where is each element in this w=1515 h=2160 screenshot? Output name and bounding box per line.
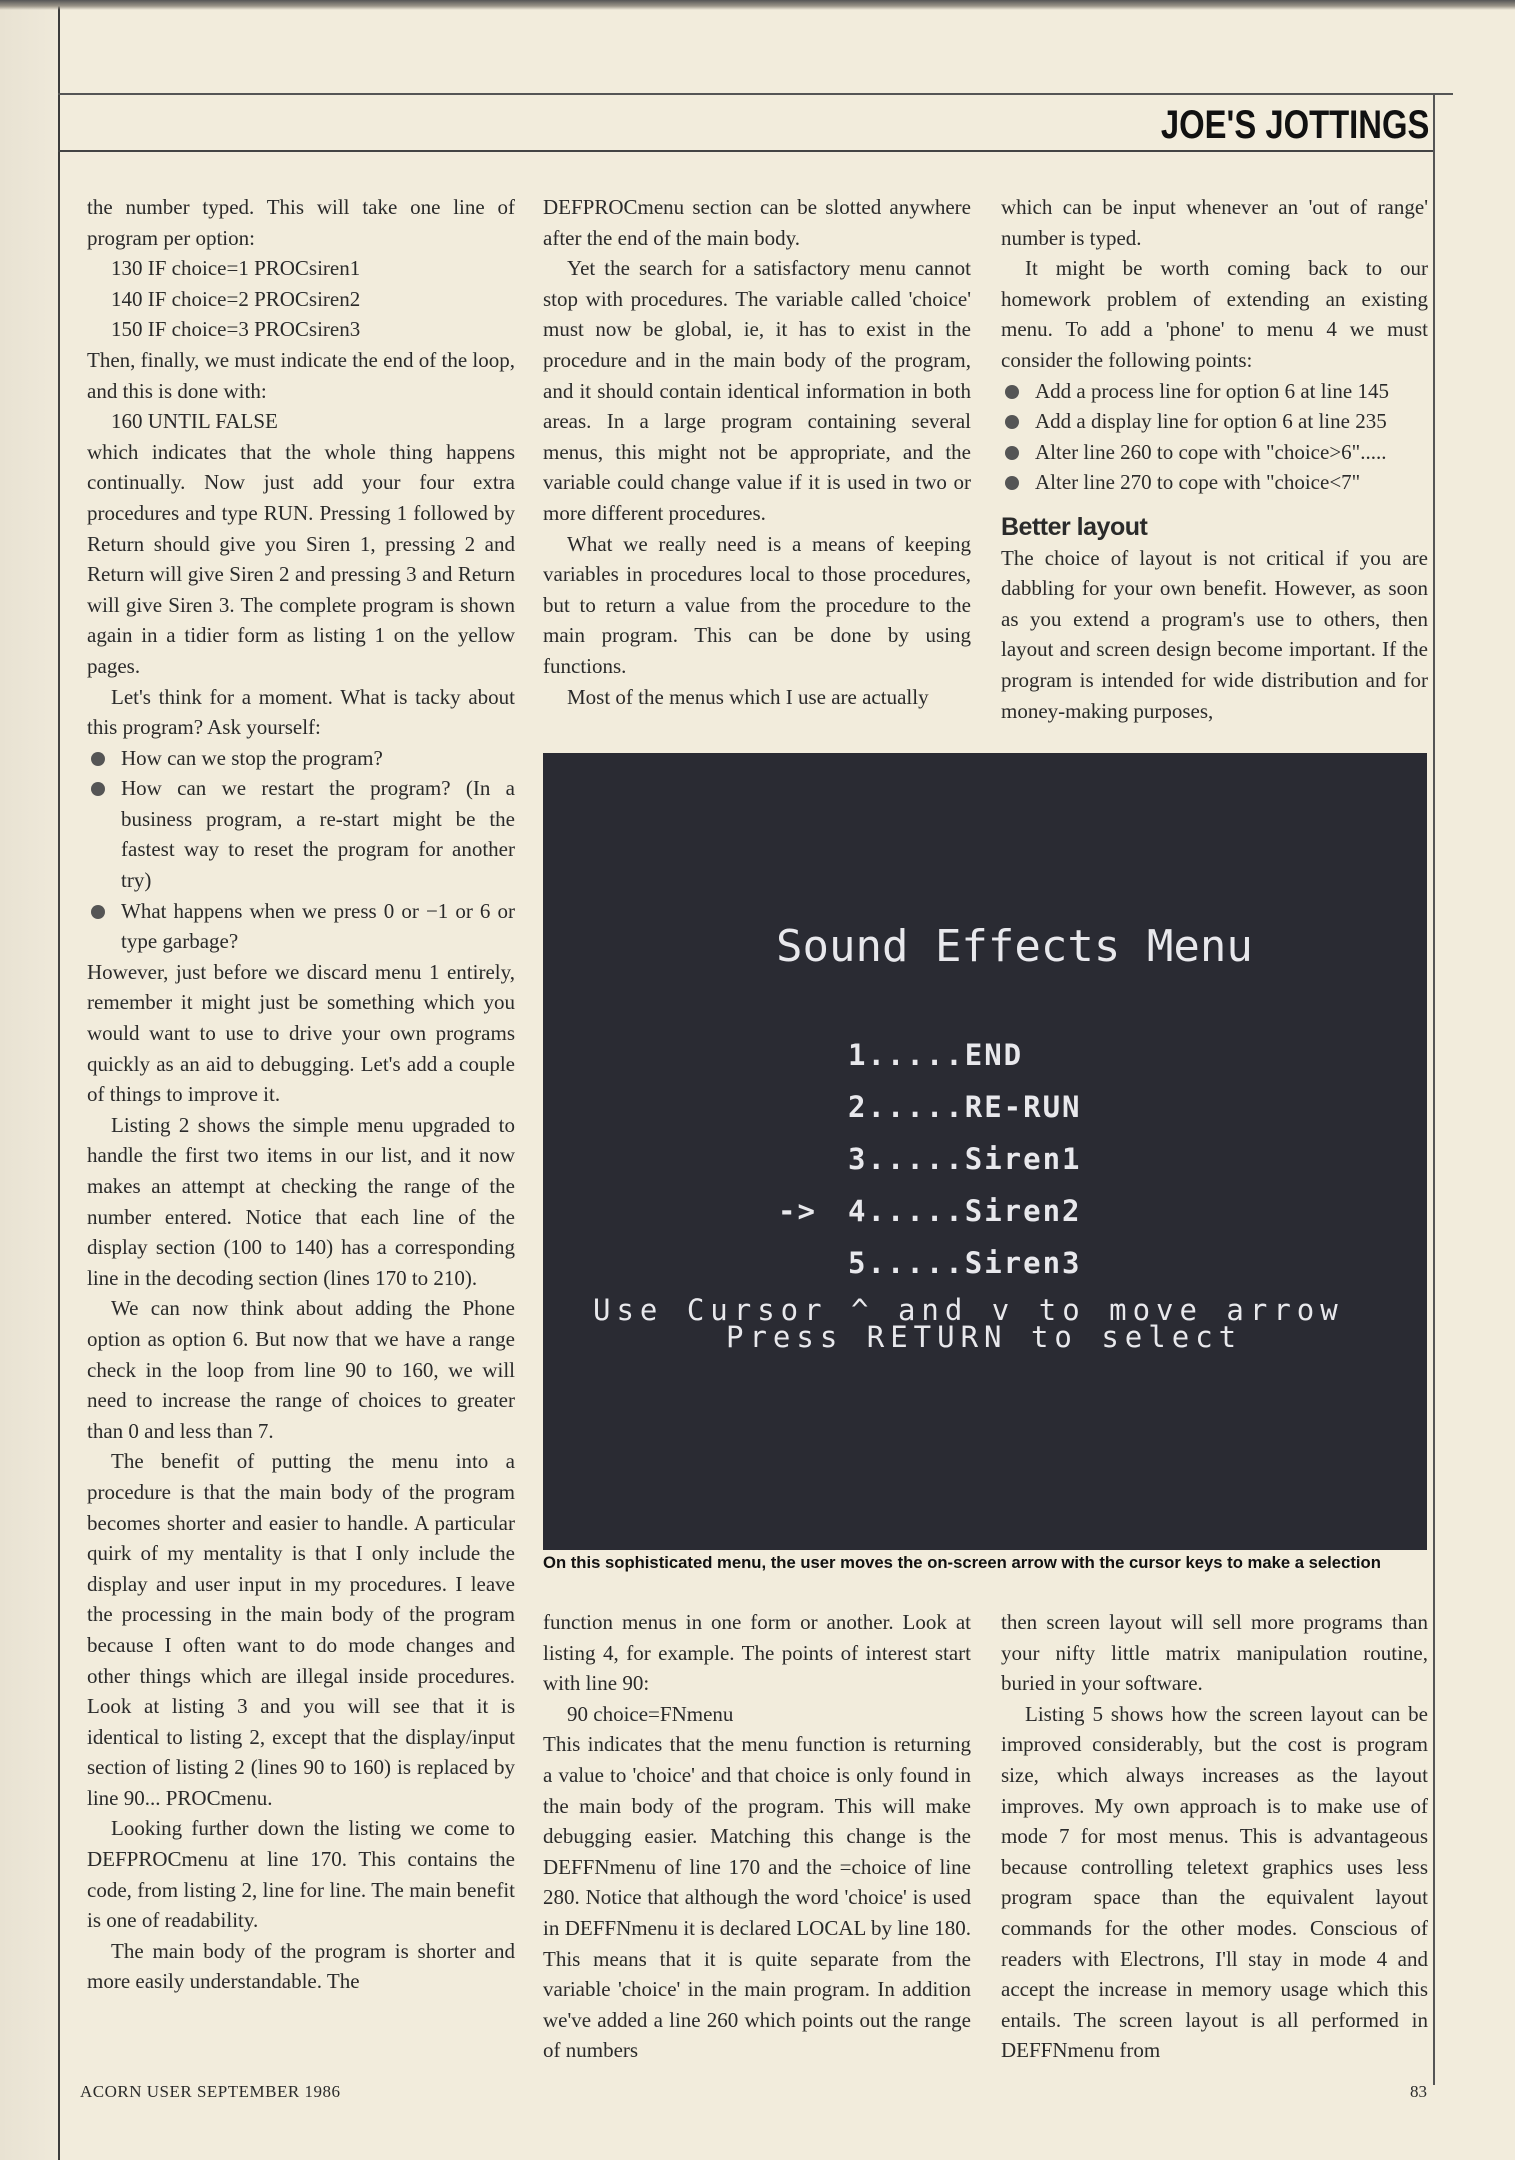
screen-selection-arrow: -> [778,1194,817,1228]
bullet-text: Alter line 270 to cope with "choice<7" [1035,470,1361,495]
paragraph: The choice of layout is not critical if you are dabbling for your own benefit. However, as soon as you extend a program's use to others, then layout and screen design become important. If the program is intended for wide distribution and for money-making purposes, [1001,545,1428,723]
right-margin-rule [1433,95,1435,2085]
page-binding-edge [0,0,60,2160]
paragraph: Then, finally, we must indicate the end of the loop, and this is done with: [87,347,515,403]
bullet-item [1001,437,1428,468]
paragraph: Listing 5 shows how the screen layout can be improved considerably, but the cost is program size, which always increases as the layout improves. My own approach is to make use of mode 7 for most menus. This is advantageous because controlling teletext graphics uses less program space than the equivalent layout commands for the other modes. Conscious of readers with Electrons, I'll stay in mode 4 and accept the increase in memory usage which this entails. The screen layout is all performed in DEFFNmenu from [1001,1701,1428,2063]
code-line: 130 IF choice=1 PROCsiren1 [111,256,361,281]
bullet-item [87,743,515,774]
paragraph: function menus in one form or another. Look at listing 4, for example. The points of interest start with line 90: [543,1610,971,1696]
page-number: 83 [1410,2082,1427,2101]
bullet-text: Add a display line for option 6 at line 235 [1035,409,1387,434]
bullet-item [87,773,515,895]
paragraph: which can be input whenever an 'out of range' number is typed. [1001,195,1428,250]
paragraph: Yet the search for a satisfactory menu cannot stop with procedures. The variable called 'choice' must now be global, ie, it has to exist in the procedure and in the main body of the program, and it should contain identical information in both areas. In a large program containing several menus, this might not be appropriate, and the variable could change value if it is used in two or more different procedures. [543,256,971,525]
paragraph: then screen layout will sell more programs than your nifty little matrix manipulation routine, buried in your software. [1001,1610,1428,1696]
paragraph: Let's think for a moment. What is tacky about this program? Ask yourself: [87,684,515,740]
header-top-rule [58,93,1453,95]
code-line: 140 IF choice=2 PROCsiren2 [111,286,361,311]
paragraph: We can now think about adding the Phone option as option 6. But now that we have a range check in the loop from line 90 to 160, we will need to increase the range of choices to greater than 0 and less than 7. [87,1296,515,1443]
bullet-text: Add a process line for option 6 at line 145 [1035,378,1390,403]
header-bottom-rule [58,150,1433,152]
screen-menu-item: 2.....RE-RUN [848,1090,1082,1124]
bullet-item [1001,467,1428,498]
paragraph: Looking further down the listing we come to DEFPROCmenu at line 170. This contains the code, from listing 2, line for line. The main benefit is one of readability. [87,1816,515,1933]
paragraph: Listing 2 shows the simple menu upgraded to handle the first two items in our list, and it now makes an attempt at checking the range of the number entered. Notice that each line of the display section (100 to 140) has a corresponding line in the decoding section (lines 170 to 210). [87,1112,515,1290]
bullet-item [87,896,515,957]
bullet-icon [1005,476,1019,490]
bullet-item [1001,406,1428,437]
article-column-3-top [1001,192,1428,726]
article-column-2-top [543,192,971,712]
bullet-icon [1005,415,1019,429]
figure-caption: On this sophisticated menu, the user moves the on-screen arrow with the cursor keys to make a selection [543,1553,1381,1572]
paragraph: which indicates that the whole thing happens continually. Now just add your four extra procedures and type RUN. Pressing 1 followed by Return should give you Siren 1, pressing 2 and Return will give Siren 2 and pressing 3 and Return will give Siren 3. The complete program is shown again in a tidier form as listing 1 on the yellow pages. [87,439,515,678]
article-column-3-bottom [1001,1607,1428,2066]
screen-instruction-select: Press RETURN to select [726,1320,1243,1354]
paragraph: Most of the menus which I use are actually [567,684,929,709]
bullet-icon [91,905,105,919]
bullet-text: How can we restart the program? (In a business program, a re-start might be the fastest way to reset the program for another try) [121,776,515,893]
bullet-item [1001,376,1428,407]
paragraph: It might be worth coming back to our homework problem of extending an existing menu. To add a 'phone' to menu 4 we must consider the following points: [1001,256,1428,372]
screen-menu-title: Sound Effects Menu [776,921,1253,972]
paragraph: The benefit of putting the menu into a procedure is that the main body of the program becomes shorter and easier to handle. A particular quirk of my mentality is that I only include the display and user input in my procedures. I leave the processing in the main body of the program because I often want to do mode changes and other things which are illegal inside procedures. Look at listing 3 and you will see that it is identical to listing 2, except that the display/input section of listing 2 (lines 90 to 160) is replaced by line 90... PROCmenu. [87,1449,515,1810]
left-margin-frame [58,180,88,2050]
screen-menu-item: 5.....Siren3 [848,1246,1082,1280]
code-line: 90 choice=FNmenu [567,1701,734,1726]
paragraph: The main body of the program is shorter and more easily understandable. The [87,1938,515,1994]
page-top-shadow [0,0,1515,10]
screen-instruction-move: Use Cursor ^ and v to move arrow [593,1293,1344,1327]
code-line: 160 UNTIL FALSE [111,409,278,434]
screen-menu-item: 4.....Siren2 [848,1194,1082,1228]
paragraph: the number typed. This will take one line of program per option: [87,195,515,250]
bullet-icon [91,782,105,796]
bullet-icon [1005,446,1019,460]
screen-menu-item: 1.....END [848,1038,1024,1072]
article-column-1 [87,192,515,1997]
code-line: 150 IF choice=3 PROCsiren3 [111,317,361,342]
bullet-icon [91,752,105,766]
bullet-text: What happens when we press 0 or −1 or 6 or type garbage? [121,898,515,954]
article-column-2-bottom [543,1607,971,2066]
menu-screenshot [543,753,1427,1550]
paragraph: What we really need is a means of keeping variables in procedures local to those procedures, but to return a value from the procedure to the main program. This can be done by using functions. [543,531,971,678]
paragraph: DEFPROCmenu section can be slotted anywhere after the end of the main body. [543,195,971,250]
screen-menu-item: 3.....Siren1 [848,1142,1082,1176]
bullet-text: Alter line 260 to cope with "choice>6"..... [1035,439,1387,464]
bullet-icon [1005,385,1019,399]
paragraph: However, just before we discard menu 1 entirely, remember it might just be something which you would want to use to drive your own programs quickly as an aid to debugging. Let's add a couple of things to improve it. [87,959,515,1107]
subheading: Better layout [1001,512,1148,541]
bullet-text: How can we stop the program? [121,745,383,770]
footer-publication: ACORN USER SEPTEMBER 1986 [80,2082,341,2101]
section-header-title: JOE'S JOTTINGS [1160,103,1429,147]
paragraph: This indicates that the menu function is returning a value to 'choice' and that choice is only found in the main body of the program. This will make debugging easier. Matching this change is the DEFFNmenu of line 170 and the =choice of line 280. Notice that although the word 'choice' is used in DEFFNmenu it is declared LOCAL by line 180. This means that it is quite separate from the variable 'choice' in the main program. In addition we've added a line 260 which points out the range of numbers [543,1732,971,2063]
